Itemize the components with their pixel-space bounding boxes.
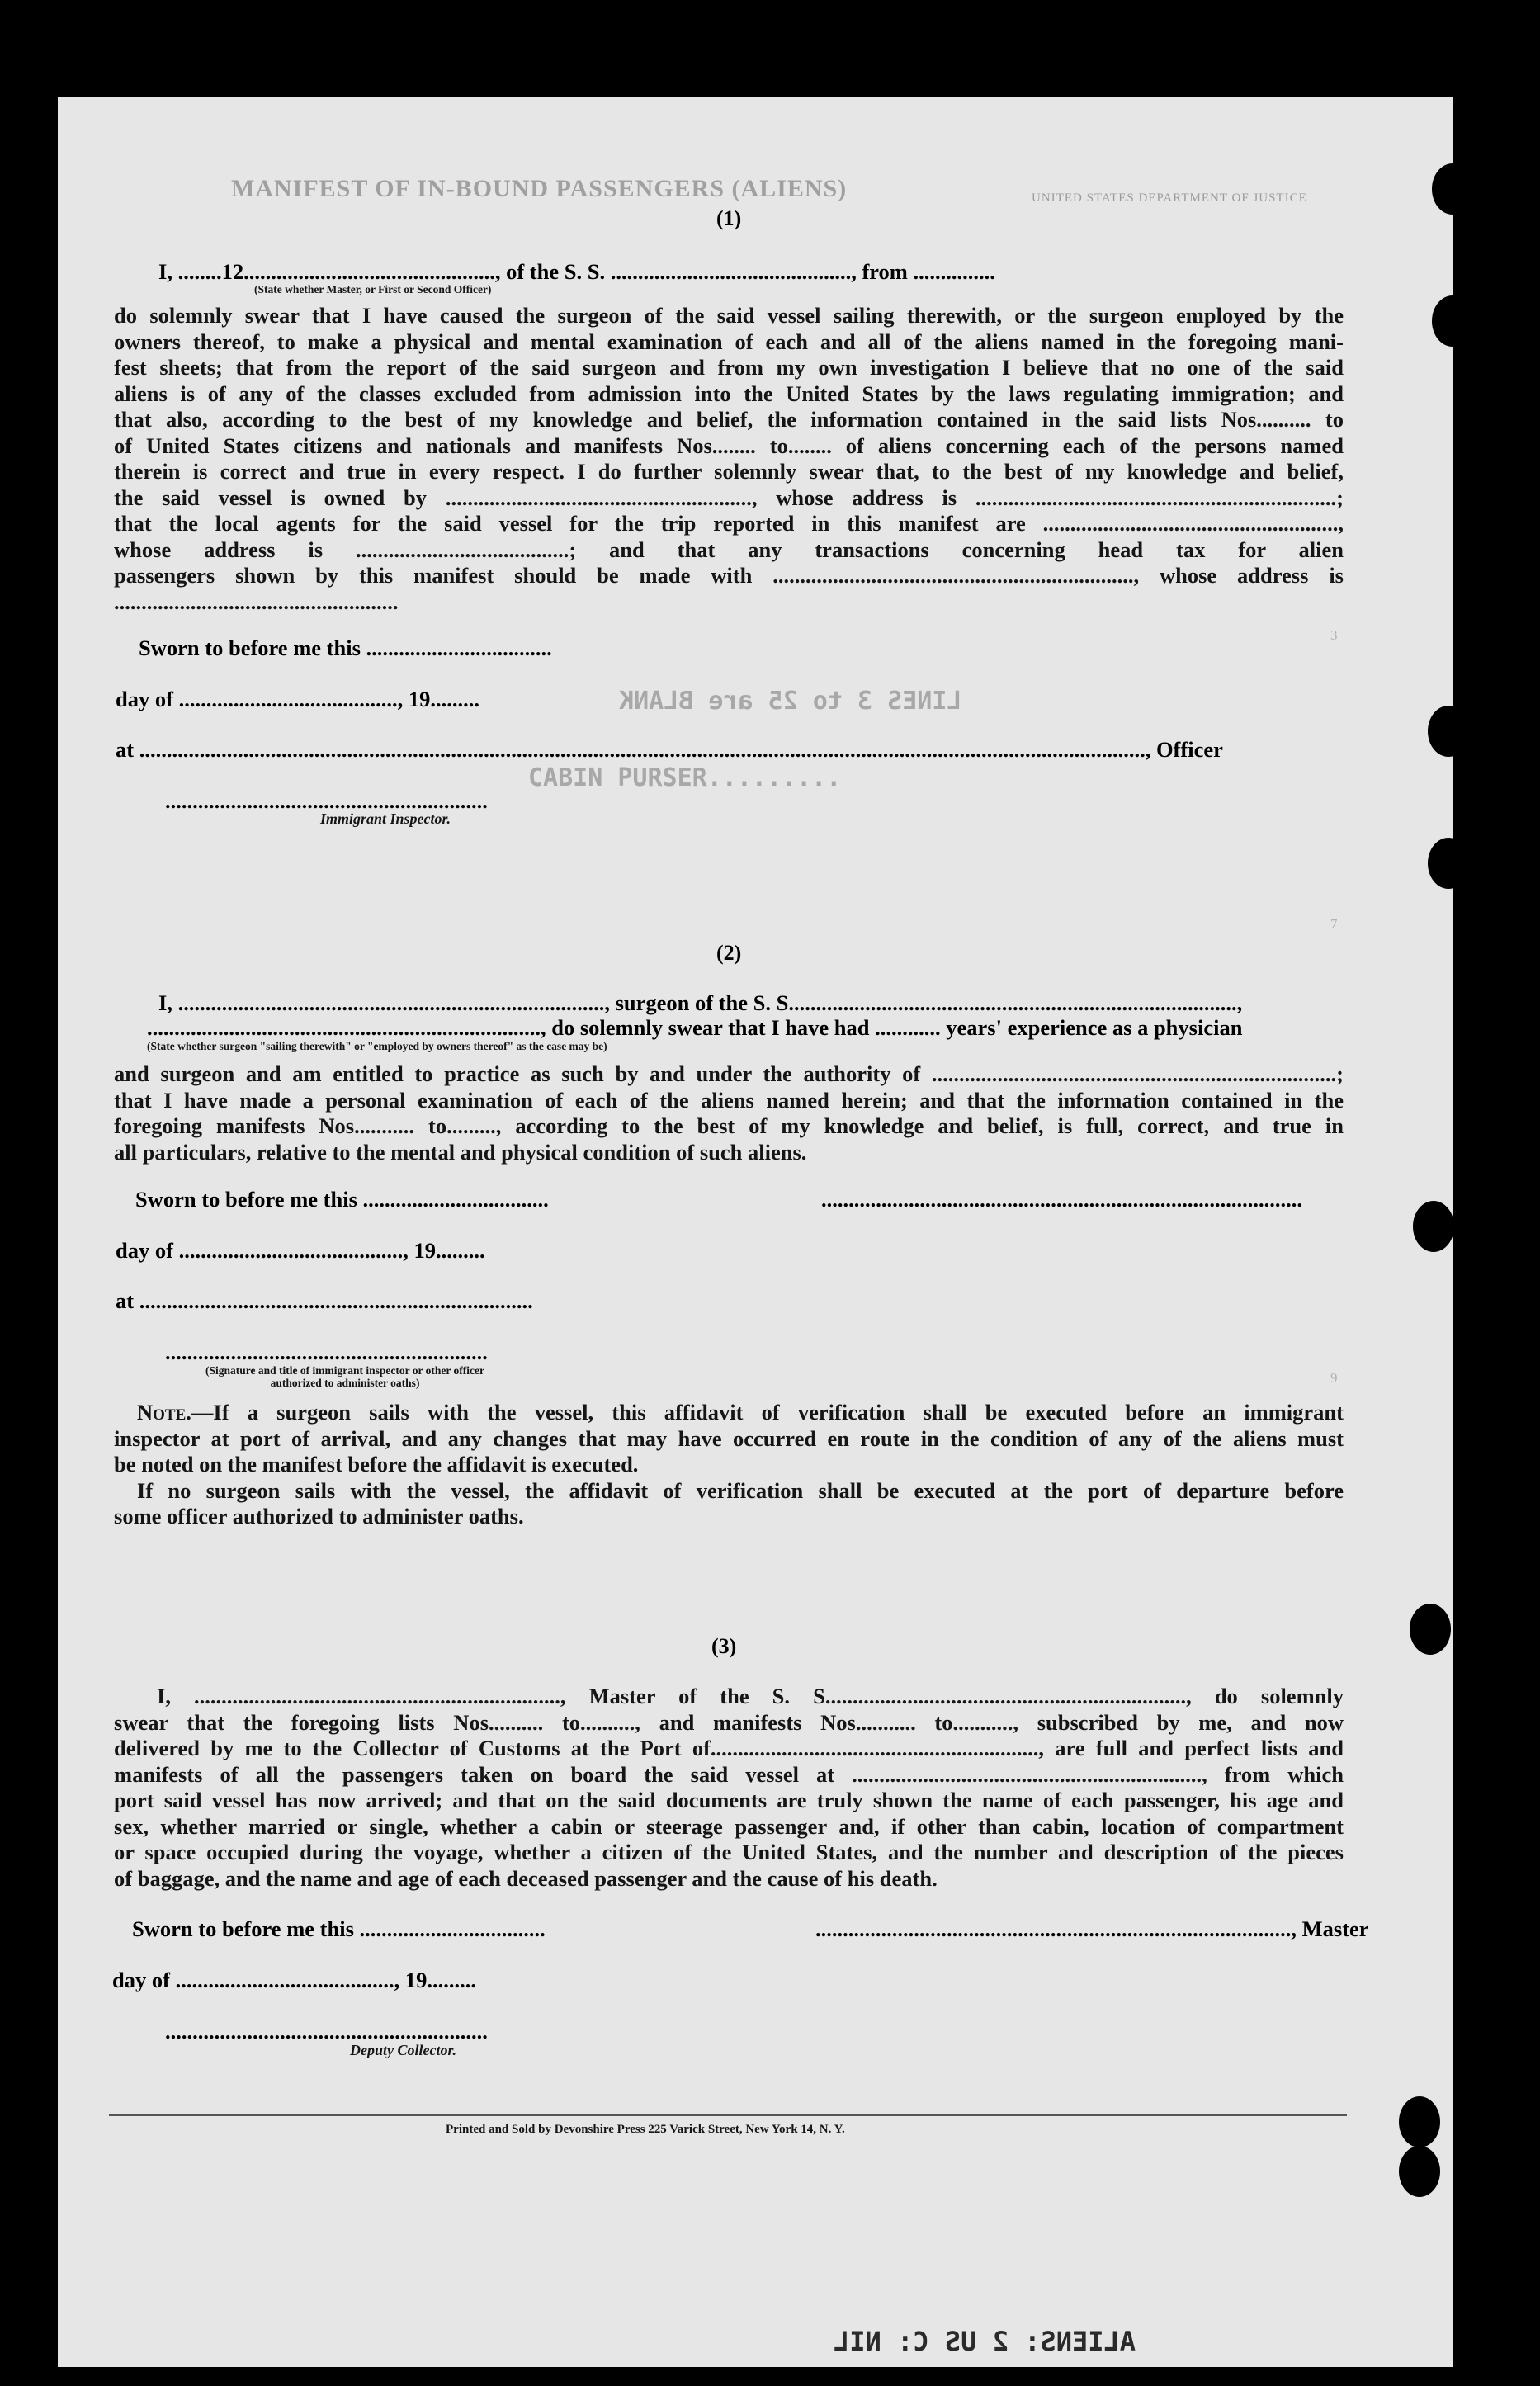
aliens-stamp: ALIENS: 2 US C: NIL [834,2326,1136,2357]
section-1-sworn: Sworn to before me this .................................. [139,635,552,660]
section-1-paragraph: do solemnly swear that I have caused the surgeon of the said vessel sailing therewith, or the surgeon employed by the owners thereof, to make a physical and mental examination of each and all of the aliens named in the foregoing mani- fest sheets; that from the report of the said surgeon and from my own investigation I believe that no one of the said aliens is of any of the classes excluded from admission into the United States by the laws regulating immigration; and that also, according to the best of my knowledge and belief, the information contained in the said lists Nos.......... to of United States citizens and nationals and manifests Nos........ to........ of aliens concerning each of the persons named therein is correct and true in every respect. I do further solemnly swear that, to the best of my knowledge and belief, the said vessel is owned by ........................................................, whose address is ..................................................................; that the local agents for the said vessel for the trip reported in this manifest are ......................................................, whose address is .......................................; and that any transactions concerning head tax for alien passengers shown by this manifest should be made with .................................................................., whose address is .................................................... [114,303,1344,614]
section-1-signature-line: ........................................................... [165,788,488,813]
section-3-signature-line: ........................................................... [165,2019,488,2043]
section-2-caption: (State whether surgeon "sailing therewith" or "employed by owners thereof" as the case may be) [147,1040,607,1052]
section-2-paragraph: and surgeon and am entitled to practice as such by and under the authority of ..........................................................................; that I have made a personal examination of each of the aliens named herein; and that the information contained in the foregoing manifests Nos........... to........., according to the best of my knowledge and belief, is full, correct, and true in all particulars, relative to the mental and physical condition of such aliens. [114,1061,1344,1165]
section-3-day: day of ........................................, 19......... [112,1968,476,1992]
section-2-sworn: Sworn to before me this .................................. [135,1187,549,1212]
section-3-master-line: ......................................................................................., Master [815,1916,1369,1941]
punch-hole [1413,1201,1454,1252]
punch-hole [1432,295,1473,347]
punch-hole [1432,163,1473,215]
section-1-number: (1) [716,206,742,230]
immigrant-inspector-label: Immigrant Inspector. [320,810,451,827]
section-1-day: day of ........................................, 19......... [116,687,479,711]
section-1-at: at ........................................................................................................................................................................................, Officer [116,737,1223,762]
header-stamp-right: UNITED STATES DEPARTMENT OF JUSTICE [1032,191,1307,205]
section-2-experience-line: ........................................................................, do solemnly swear that I have had ............ years' experience as a physician [147,1015,1243,1040]
section-2-signature-caption: (Signature and title of immigrant inspector or other officer authorized to administer oaths) [205,1364,484,1389]
punch-hole [1428,838,1469,889]
note-paragraph: Note.—If a surgeon sails with the vessel, this affidavit of verification shall be executed before an immigrant inspector at port of arrival, and any changes that may have occurred en route in the condition of any of the aliens must be noted on the manifest before the affidavit is executed. If no surgeon sails with the vessel, the affidavit of verification shall be executed at the port of departure before some officer authorized to administer oaths. [114,1400,1344,1528]
deputy-collector-label: Deputy Collector. [350,2042,456,2058]
blank-lines-stamp: LINES 3 to 25 are BLANK [619,687,962,716]
section-2-at: at ........................................................................ [116,1288,533,1313]
section-2-day: day of ........................................., 19......... [116,1238,485,1263]
header-stamp-left: MANIFEST OF IN-BOUND PASSENGERS (ALIENS) [231,175,848,202]
section-2-signature-line: ........................................................... [165,1339,488,1364]
printer-imprint: Printed and Sold by Devonshire Press 225 Varick Street, New York 14, N. Y. [446,2123,845,2136]
footer-rule [109,2114,1347,2116]
section-3-sworn: Sworn to before me this .................................. [132,1916,546,1941]
section-2-oath-line: I, .............................................................................., surgeon of the S. S.................................................................................., [158,990,1243,1015]
punch-hole [1399,2096,1440,2147]
cabin-purser-stamp: CABIN PURSER......... [528,763,842,792]
punch-hole [1428,706,1469,757]
punch-hole [1399,2146,1440,2197]
section-3-paragraph: I, ..................................................................., Master of the S. S.................................................................., do solemnly swear that the foregoing lists Nos.......... to.........., and manifests Nos........... to..........., subscribed by me, and now delivered by me to the Collector of Customs at the Port of............................................................, are full and perfect lists and manifests of all the passengers taken on board the said vessel at ................................................................, from which port said vessel has now arrived; and that on the said documents are truly shown the name of each passenger, his age and sex, whether married or single, whether a cabin or steerage passenger and, if other than cabin, location of compartment or space occupied during the voyage, whether a citizen of the United States, and the number and description of the pieces of baggage, and the name and age of each deceased passenger and the cause of his death. [114,1684,1344,1891]
section-1-caption: (State whether Master, or First or Second Officer) [254,283,492,295]
section-2-sworn-right: ........................................................................................ [821,1187,1302,1212]
punch-hole [1410,1604,1451,1655]
section-3-number: (3) [711,1634,737,1658]
section-2-number: (2) [716,941,742,965]
section-1-oath-line: I, ........12.............................................., of the S. S. ............................................, from ............... [158,259,995,284]
